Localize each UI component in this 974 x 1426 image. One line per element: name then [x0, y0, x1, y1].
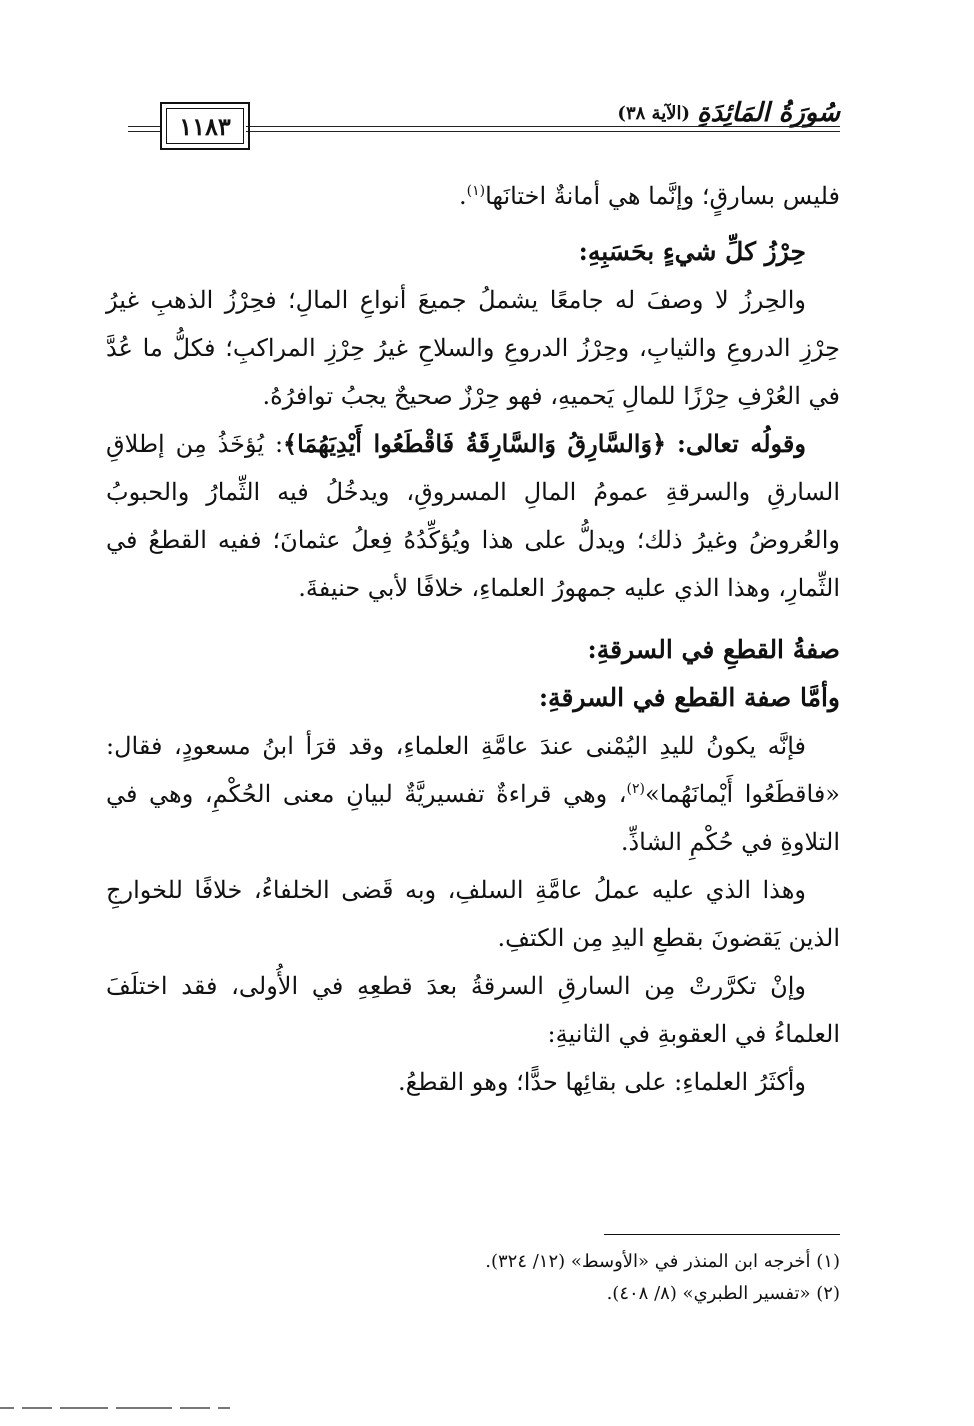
paragraph-1: [106, 172, 840, 220]
paragraph-5: وهذا الذي عليه عملُ عامَّةِ السلفِ، وبه قَضى الخلفاءُ، خلافًا للخوارجِ الذين يَقضونَ بقطعِ اليدِ مِن الكتفِ.: [106, 876, 840, 952]
footnotes: [106, 1246, 840, 1310]
paragraph-7: وأكثَرُ العلماءِ: على بقائِها حدًّا؛ وهو القطعُ.: [397, 1068, 806, 1096]
footnote-1: (١) أخرجه ابن المنذر في «الأوسط» (١٢/ ٣٢٤).: [485, 1251, 840, 1272]
page-number-box: [160, 102, 250, 150]
heading-hirz: حِرْزُ كلِّ شيءٍ بحَسَبِهِ:: [578, 237, 806, 266]
page-number: ١١٨٣: [166, 108, 244, 144]
footnote-separator: [604, 1234, 840, 1235]
ayah-reference: (الآية ٣٨): [617, 103, 690, 124]
paragraph-4-a: فإنَّه يكونُ لليدِ اليُمْنى عندَ عامَّةِ العلماءِ، وقد قرَأ ابنُ مسعودٍ، فقال: «فاقطَعُوا أَيْمانَهُما»: [106, 732, 840, 808]
page-header: [128, 98, 840, 156]
paragraph-1-end: .: [458, 182, 467, 210]
footnote-ref-2[interactable]: (٢): [626, 781, 646, 797]
footnote-2: (٢) «تفسير الطبري» (٨/ ٤٠٨).: [606, 1283, 840, 1304]
spacer: [106, 220, 840, 228]
surah-title: سُورَةُ المَائِدَةِ: [696, 98, 840, 128]
page-body: [106, 172, 840, 1106]
paragraph-3-lead: وقولُه تعالى:: [677, 429, 806, 458]
paragraph-4-b: ، وهي قراءةٌ تفسيريَّةٌ لبيانِ معنى الحُكْمِ، وهي في التلاوةِ في حُكْمِ الشاذِّ.: [106, 780, 840, 856]
paragraph-1-text: فليس بسارقٍ؛ وإنَّما هي أمانةٌ اختانَها: [485, 182, 840, 210]
spacer: [106, 612, 840, 626]
subheading-cutting-description: وأمَّا صفة القطع في السرقةِ:: [538, 683, 840, 712]
scan-artifact: [0, 1407, 300, 1411]
paragraph-4: [106, 722, 840, 866]
header-rule-left: [128, 126, 160, 132]
paragraph-2: والحِرزُ لا وصفَ له جامعًا يشملُ جميعَ أنواعِ المالِ؛ فحِرْزُ الذهبِ غيرُ حِرْزِ الدروعِ والثيابِ، وحِرْزُ الدروعِ والسلاحِ غيرُ حِرْزِ المراكبِ؛ فكلُّ ما عُدَّ في العُرْفِ حِرْزًا للمالِ يَحميهِ، فهو حِرْزٌ صحيحٌ يجبُ توافرُهُ.: [106, 286, 841, 410]
quran-verse: ﴿وَالسَّارِقُ وَالسَّارِقَةُ فَاقْطَعُوا أَيْدِيَهُمَا﴾: [283, 429, 667, 458]
paragraph-6: وإنْ تكرَّرتْ مِن السارقِ السرقةُ بعدَ قطعِهِ في الأُولى، فقد اختلَفَ العلماءُ في العقوبةِ في الثانيةِ:: [106, 972, 840, 1048]
heading-cutting-description: صفةُ القطعِ في السرقةِ:: [587, 635, 840, 664]
header-rule-right: [246, 126, 840, 132]
paragraph-3-rest: : يُؤخَذُ مِن إطلاقِ السارقِ والسرقةِ عمومُ المالِ المسروقِ، ويدخُلُ فيه الثِّمارُ والحبوبُ والعُروضُ وغيرُ ذلك؛ ويدلُّ على هذا ويُؤكِّدُهُ فِعلُ عثمانَ؛ ففيه القطعُ في الثِّمارِ، وهذا الذي عليه جمهورُ العلماءِ، خلافًا لأبي حنيفةَ.: [106, 430, 840, 602]
paragraph-3: [106, 420, 840, 612]
footnote-ref-1[interactable]: (١): [466, 183, 486, 199]
